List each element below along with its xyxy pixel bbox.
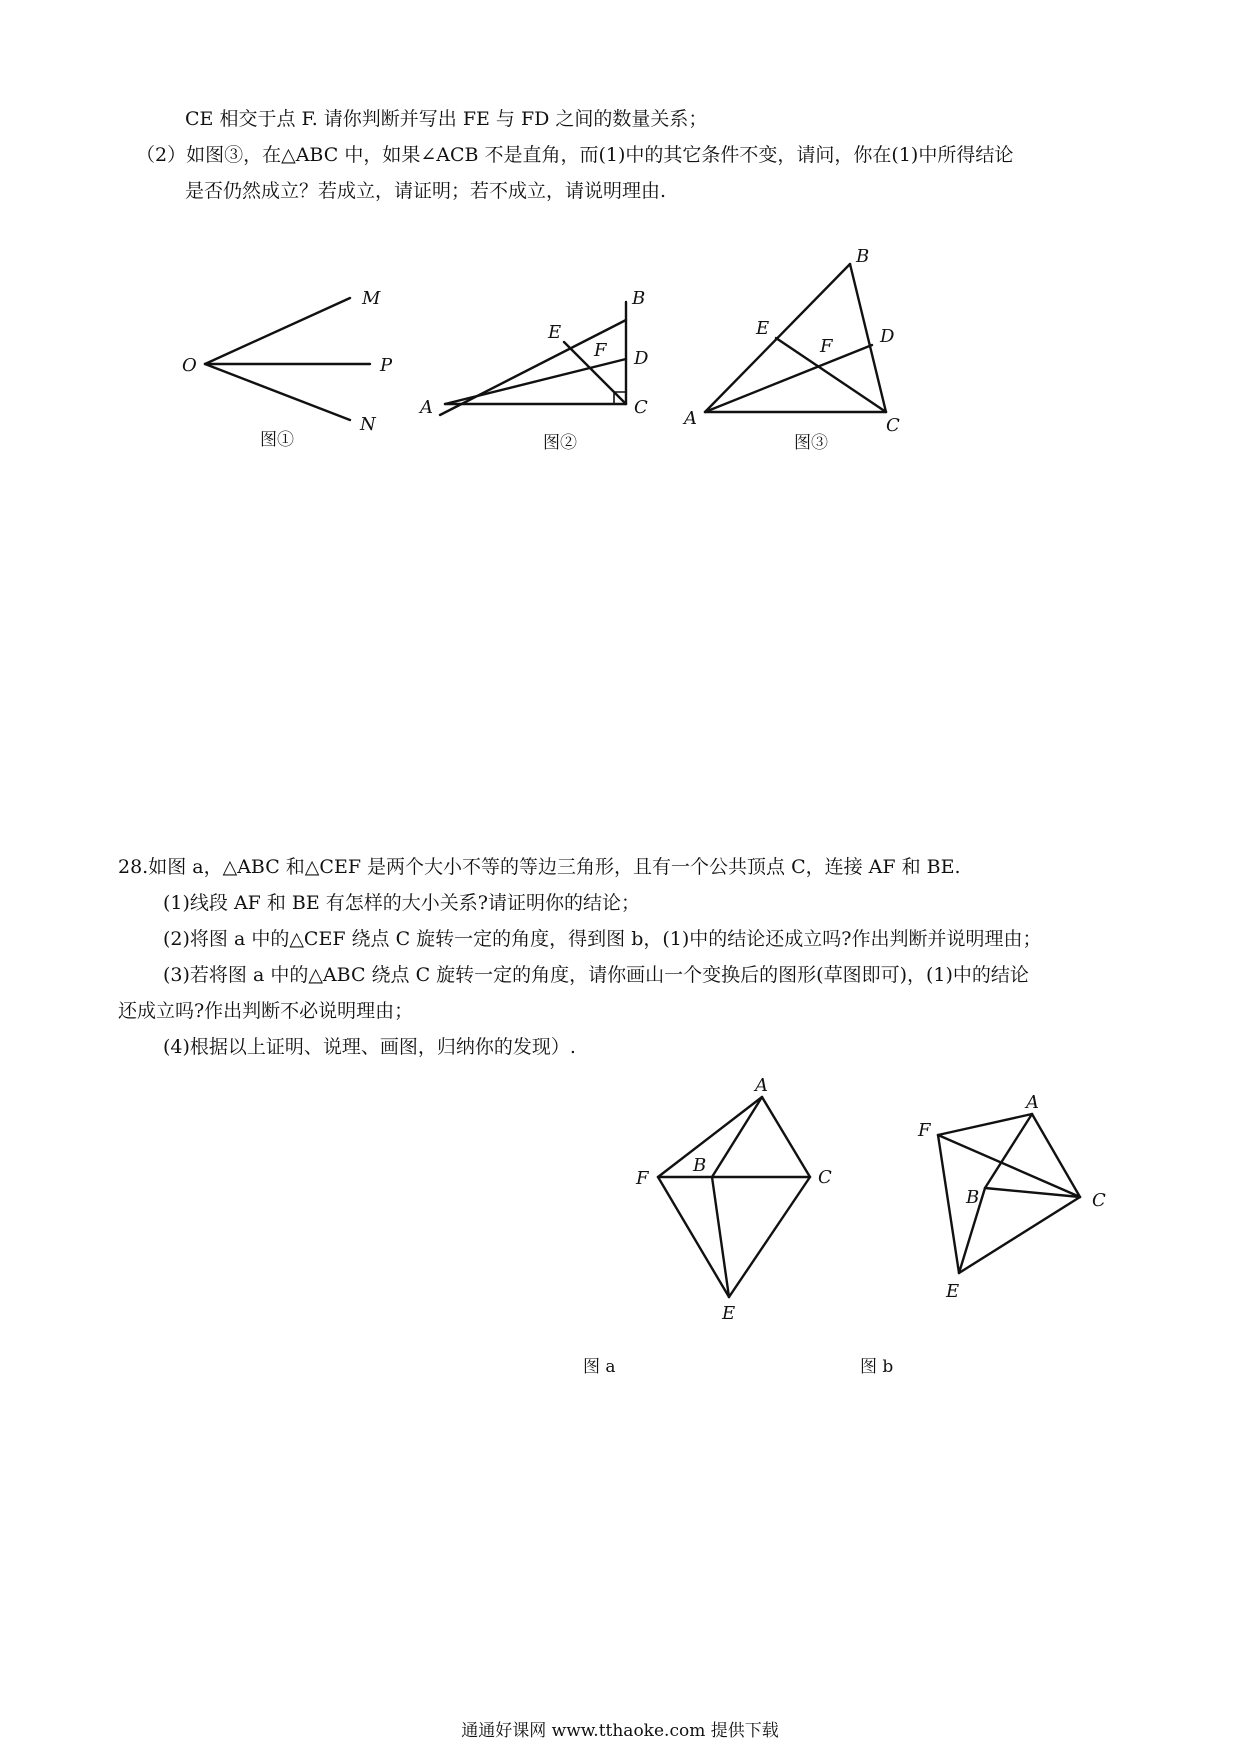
question-28-part-4: (4)根据以上证明、说理、画图，归纳你的发现）. <box>163 1036 576 1058</box>
label-f: F <box>820 336 833 357</box>
figure-3-caption: 图③ <box>794 433 828 453</box>
label-n: N <box>360 414 376 435</box>
label-b: B <box>856 246 870 267</box>
segment-fa <box>938 1114 1032 1135</box>
segment-fe <box>658 1177 729 1297</box>
label-a: A <box>755 1075 768 1096</box>
label-a: A <box>684 408 697 429</box>
figure-2 <box>410 280 660 430</box>
segment-fc <box>938 1135 1080 1197</box>
segment-bc <box>985 1188 1080 1197</box>
segment-ac <box>1032 1114 1080 1197</box>
page-footer: 通通好课网 www.tthaoke.com 提供下载 <box>461 1721 779 1741</box>
question-2-line-2: 是否仍然成立？若成立，请证明；若不成立，请说明理由. <box>185 180 667 202</box>
label-c: C <box>1092 1190 1106 1211</box>
label-e: E <box>722 1303 736 1324</box>
label-f: F <box>636 1168 649 1189</box>
label-a: A <box>1026 1092 1039 1113</box>
label-b: B <box>966 1187 980 1208</box>
text-line-1: CE 相交于点 F. 请你判断并写出 FE 与 FD 之间的数量关系； <box>185 108 708 130</box>
label-o: O <box>182 355 197 376</box>
question-28-part-3-line-2: 还成立吗?作出判断不必说明理由； <box>118 1000 414 1022</box>
label-m: M <box>362 288 381 309</box>
segment-ab-bisector <box>440 320 626 415</box>
segment-fe <box>938 1135 959 1273</box>
label-d: D <box>634 348 649 369</box>
question-28-part-3-line-1: (3)若将图 a 中的△ABC 绕点 C 旋转一定的角度，请你画山一个变换后的图形(草图即可)，(1)中的结论 <box>163 964 1029 986</box>
figure-a <box>620 1070 850 1330</box>
segment-af <box>658 1097 762 1177</box>
label-c: C <box>634 397 648 418</box>
label-a: A <box>420 397 433 418</box>
label-p: P <box>380 355 393 376</box>
segment-be <box>712 1177 729 1297</box>
figure-a-caption: 图 a <box>583 1357 616 1377</box>
label-c: C <box>886 415 900 436</box>
label-c: C <box>818 1167 832 1188</box>
segment-ce <box>729 1177 810 1297</box>
figure-2-caption: 图② <box>543 433 577 453</box>
segment-ba <box>985 1114 1032 1188</box>
label-e: E <box>756 318 770 339</box>
question-2-line-1: （2）如图③，在△ABC 中，如果∠ACB 不是直角，而(1)中的其它条件不变，请问，你在(1)中所得结论 <box>136 144 1014 166</box>
figure-b <box>910 1090 1130 1320</box>
label-b: B <box>693 1155 707 1176</box>
figure-b-caption: 图 b <box>860 1357 894 1377</box>
ray-on <box>205 364 350 420</box>
figure-1-caption: 图① <box>260 430 294 450</box>
label-e: E <box>548 322 562 343</box>
segment-ac <box>762 1097 810 1177</box>
figure-3 <box>680 245 920 440</box>
segment-ad <box>705 345 872 412</box>
question-28-part-2: (2)将图 a 中的△CEF 绕点 C 旋转一定的角度，得到图 b，(1)中的结论还成立吗?作出判断并说明理由； <box>163 928 1042 950</box>
segment-ec <box>959 1197 1080 1273</box>
label-f: F <box>918 1120 931 1141</box>
ray-om <box>205 298 350 364</box>
figure-1 <box>170 280 400 440</box>
label-b: B <box>632 288 646 309</box>
label-d: D <box>880 326 895 347</box>
segment-ba <box>712 1097 762 1177</box>
question-28-part-1: (1)线段 AF 和 BE 有怎样的大小关系?请证明你的结论； <box>163 892 640 914</box>
label-e: E <box>946 1281 960 1302</box>
question-28-stem: 28.如图 a，△ABC 和△CEF 是两个大小不等的等边三角形，且有一个公共顶点 C，连接 AF 和 BE. <box>118 856 961 878</box>
label-f: F <box>594 340 607 361</box>
